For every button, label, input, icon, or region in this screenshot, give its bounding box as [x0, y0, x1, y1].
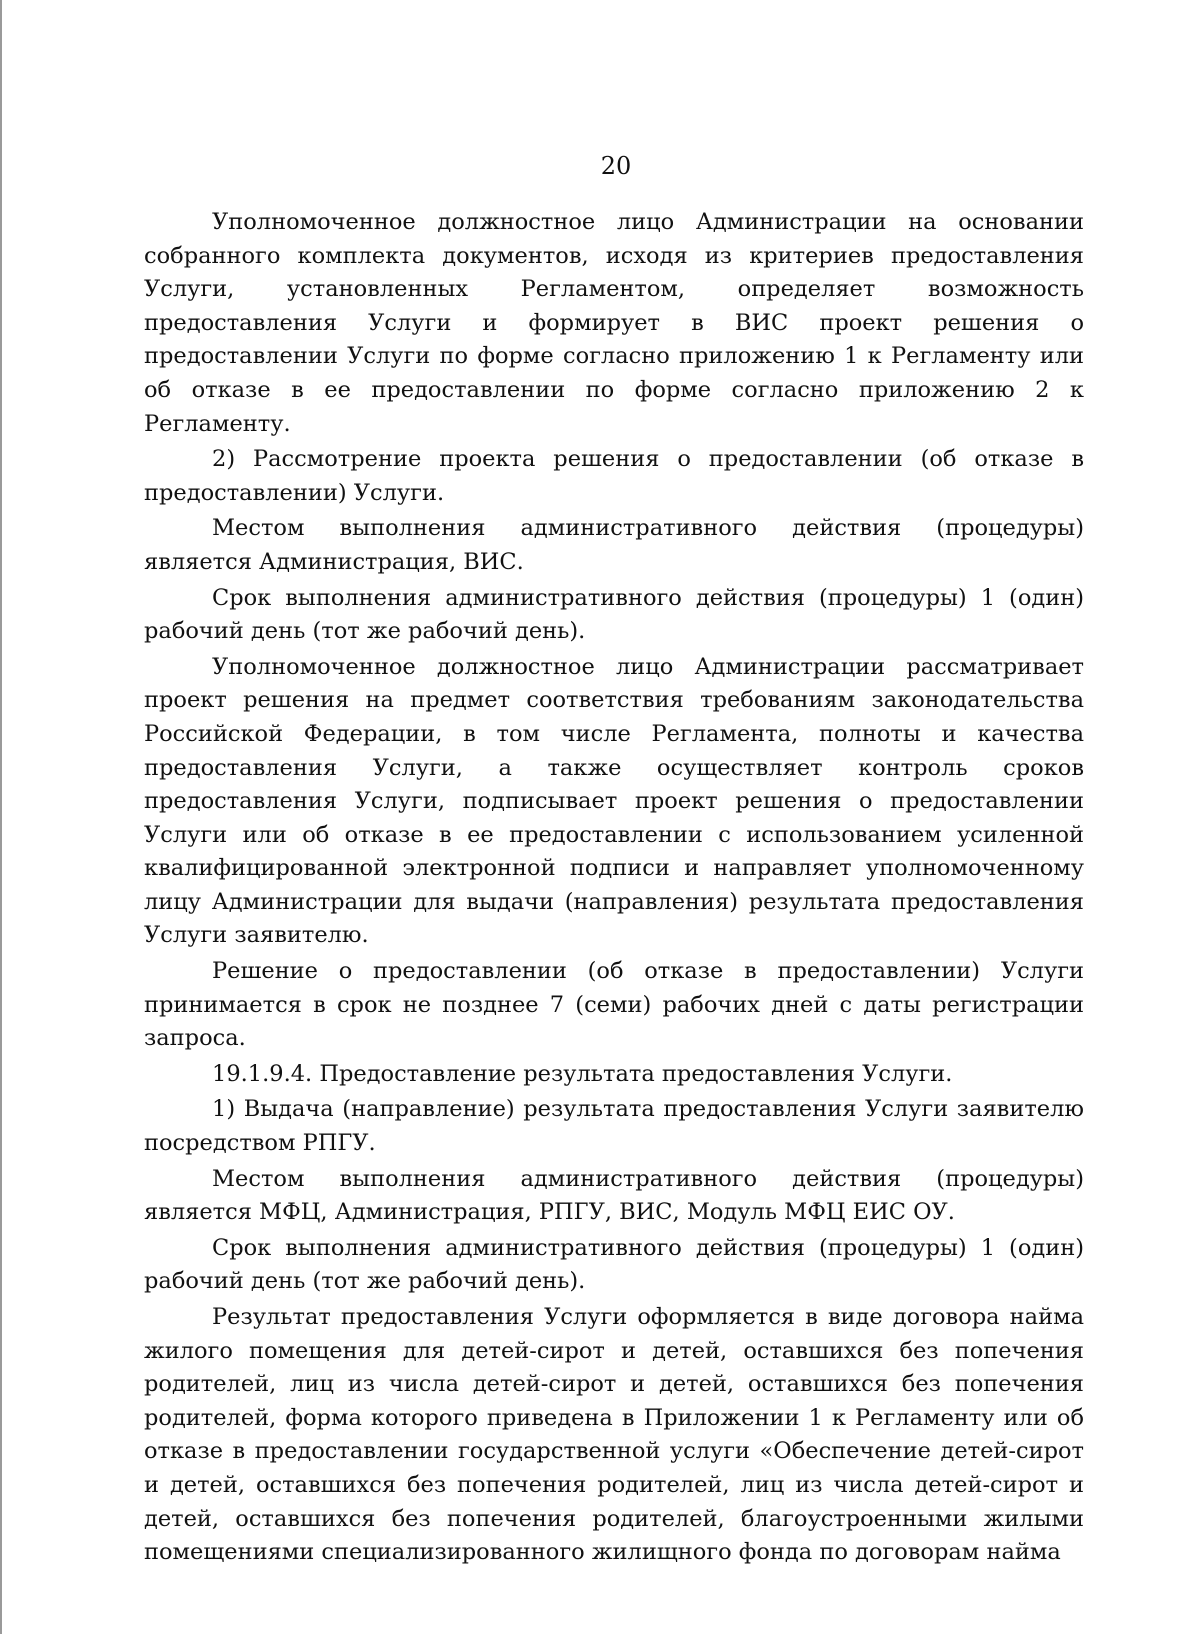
paragraph: 2) Рассмотрение проекта решения о предоставлении (об отказе в предоставлении) Услуги. [144, 446, 1084, 506]
document-body [144, 206, 1084, 1572]
paragraph: Уполномоченное должностное лицо Администрации рассматривает проект решения на предмет соответствия требованиям законодательства Российской Федерации, в том числе Регламента, полноты и качества предоставления Услуги, а также осуществляет контроль сроков предоставления Услуги, подписывает проект решения о предоставлении Услуги или об отказе в ее предоставлении с использованием усиленной квалифицированной электронной подписи и направляет уполномоченному лицу Администрации для выдачи (направления) результата предоставления Услуги заявителю. [144, 653, 1084, 949]
paragraph: Результат предоставления Услуги оформляется в виде договора найма жилого помещения для детей-сирот и детей, оставшихся без попечения родителей, лиц из числа детей-сирот и детей, оставшихся без попечения родителей, форма которого приведена в Приложении 1 к Регламенту или об отказе в предоставлении государственной услуги «Обеспечение детей-сирот и детей, оставшихся без попечения родителей, лиц из числа детей-сирот и детей, оставшихся без попечения родителей, благоустроенными жилыми помещениями специализированного жилищного фонда по договорам найма [144, 1304, 1084, 1566]
paragraph: Срок выполнения административного действия (процедуры) 1 (один) рабочий день (тот же рабочий день). [144, 584, 1084, 645]
paragraph: 1) Выдача (направление) результата предоставления Услуги заявителю посредством РПГУ. [144, 1096, 1084, 1157]
paragraph: Уполномоченное должностное лицо Администрации на основании собранного комплекта документов, исходя из критериев предоставления Услуги, установленных Регламентом, определяет возможность предоставления Услуги и формирует в ВИС проект решения о предоставлении Услуги по форме согласно приложению 1 к Регламенту или об отказе в ее предоставлении по форме согласно приложению 2 к Регламенту. [144, 209, 1084, 437]
page-number: 20 [600, 152, 632, 180]
paragraph: Срок выполнения административного действия (процедуры) 1 (один) рабочий день (тот же рабочий день). [144, 1234, 1084, 1295]
paragraph: Решение о предоставлении (об отказе в предоставлении) Услуги принимается в срок не позднее 7 (семи) рабочих дней с даты регистрации запроса. [144, 958, 1084, 1052]
paragraph: Местом выполнения административного действия (процедуры) является МФЦ, Администрация, РПГУ, ВИС, Модуль МФЦ ЕИС ОУ. [144, 1165, 1084, 1226]
paragraph: Местом выполнения административного действия (процедуры) является Администрация, ВИС. [144, 515, 1084, 575]
paragraph: 19.1.9.4. Предоставление результата предоставления Услуги. [212, 1060, 953, 1087]
